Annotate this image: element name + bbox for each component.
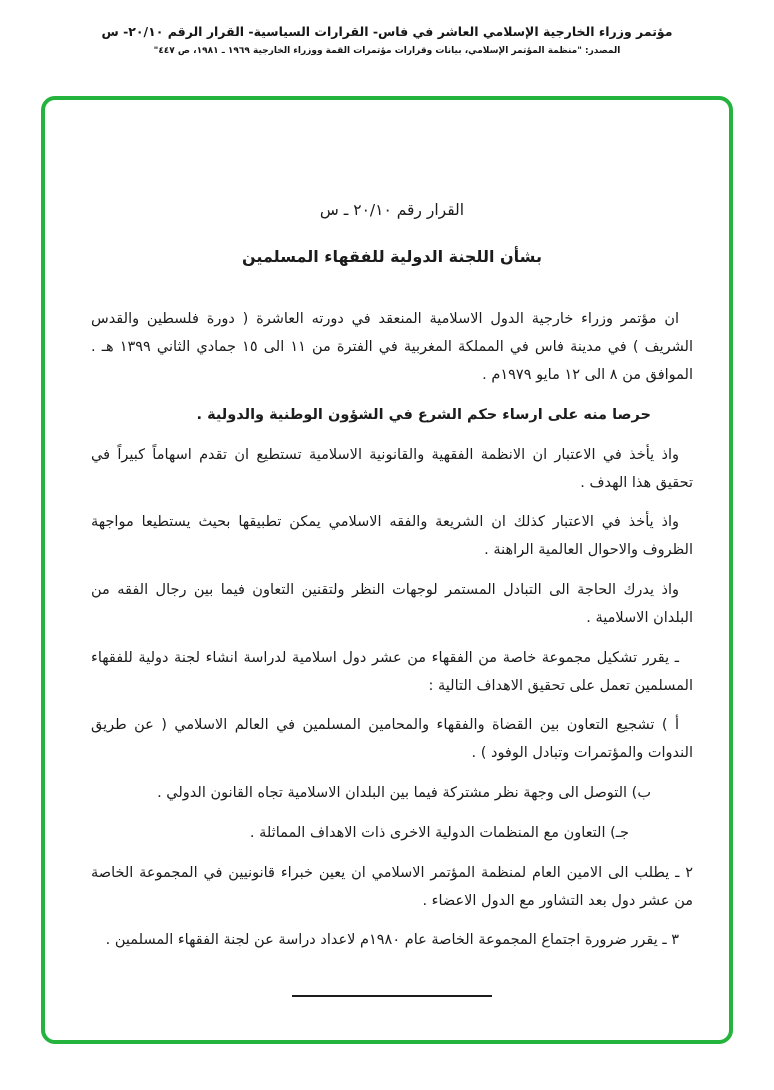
resolution-subject: بشأن اللجنة الدولية للفقهاء المسلمين [242,246,542,266]
objective-c: جـ) التعاون مع المنظمات الدولية الاخرى ذات الاهداف المماثلة . [249,824,629,841]
citation-header [0,0,774,57]
resolution-number-title: القرار رقم ٢٠/١٠ ـ س [319,201,465,219]
objective-a: أ ) تشجيع التعاون بين القضاة والفقهاء والمحامين المسلمين في العالم الاسلامي ( عن طريق الندوات والمؤتمرات وتبادل الوفود ) . [91,717,693,762]
preamble-session-paragraph: ان مؤتمر وزراء خارجية الدول الاسلامية المنعقد في دورته العاشرة ( دورة فلسطين والقدس الشريف ) في مدينة فاس في المملكة المغربية في الفترة من ١١ الى ١٥ جمادي الثاني ١٣٩٩ هـ . الموافق من ٨ الى ١٢ مايو ١٩٧٩م . [91,311,693,384]
consideration-sharia-application: واذ يأخذ في الاعتبار كذلك ان الشريعة والفقه الاسلامي يمكن تطبيقها بحيث يستطيعا مواجهة الظروف والاحوال العالمية الراهنة . [91,514,693,559]
recognition-exchange-need: واذ يدرك الحاجة الى التبادل المستمر لوجهات النظر ولتقنين التعاون فيما بين رجال الفقه من البلدان الاسلامية . [91,582,693,626]
operative-2: ٢ ـ يطلب الى الامين العام لمنظمة المؤتمر الاسلامي ان يعين خبراء قانونيين في المجموعة الخاصة من عشر دول بعد التشاور مع الدول الاعضاء . [91,864,693,909]
signature-rule [292,995,492,997]
resolution-frame [41,96,733,1044]
consideration-legal-systems: واذ يأخذ في الاعتبار ان الانظمة الفقهية والقانونية الاسلامية تستطيع ان تقدم اسهاماً كبيراً في تحقيق هذا الهدف . [91,446,693,491]
citation-line-2: المصدر: "منظمة المؤتمر الإسلامي، بيانات وقرارات مؤتمرات القمة ووزراء الخارجية ١٩٦٩ ـ ١٩٨١، ص ٤٤٧" [153,46,621,57]
operative-3: ٣ ـ يقرر ضرورة اجتماع المجموعة الخاصة عام ١٩٨٠م لاعداد دراسة عن لجنة الفقهاء المسلمين . [105,932,679,949]
clause-sharia-aim: حرصا منه على ارساء حكم الشرع في الشؤون الوطنية والدولية . [196,406,651,423]
objective-b: ب) التوصل الى وجهة نظر مشتركة فيما بين البلدان الاسلامية تجاه القانون الدولي . [157,785,651,802]
citation-line-1: مؤتمر وزراء الخارجية الإسلامي العاشر في فاس- القرارات السياسية- القرار الرقم ٢٠/١٠- س [101,24,673,39]
resolution-document [45,100,729,1040]
decision-form-group: ـ يقرر تشكيل مجموعة خاصة من الفقهاء من عشر دول اسلامية لدراسة انشاء لجنة دولية للفقهاء المسلمين تعمل على تحقيق الاهداف التالية : [91,649,693,694]
